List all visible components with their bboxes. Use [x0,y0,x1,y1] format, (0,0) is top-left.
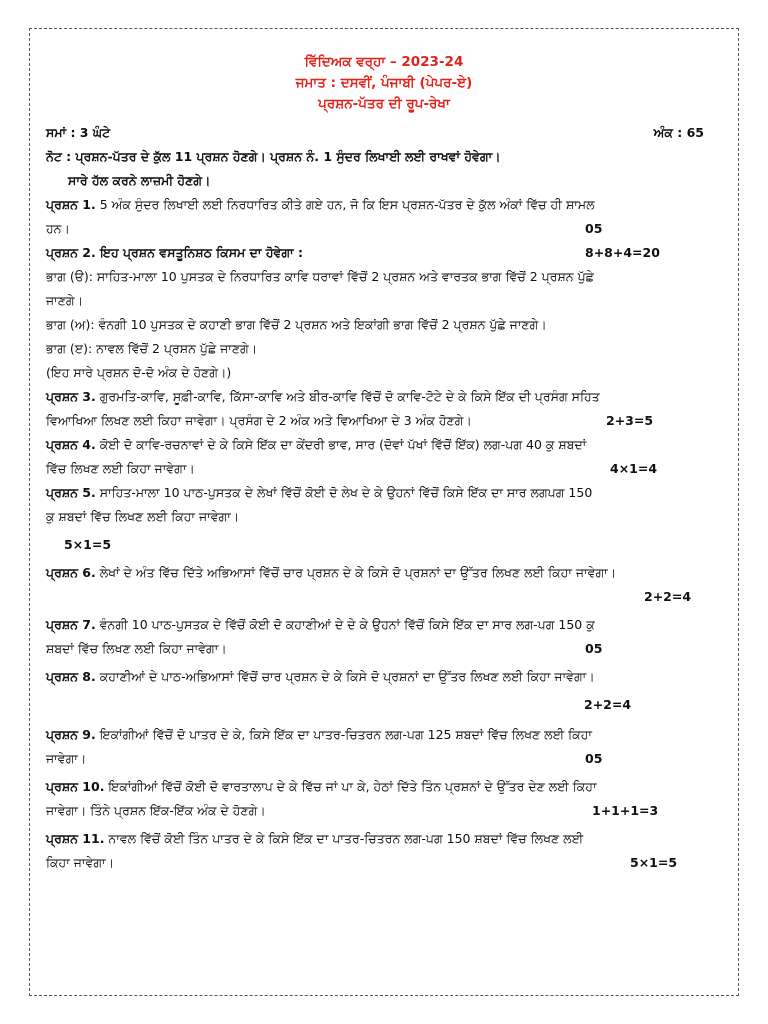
total-marks: ਅੰਕ : 65 [653,125,704,140]
question-6-marks-row [46,585,722,609]
question-2-note: (ਇਹ ਸਾਰੇ ਪ੍ਰਸ਼ਨ ਦੋ-ਦੋ ਅੰਕ ਦੇ ਹੋਣਗੇ।) [46,365,232,380]
document-page [46,52,722,875]
class-subject-heading: ਜਮਾਤ : ਦਸਵੀਂ, ਪੰਜਾਬੀ (ਪੇਪਰ-ਏ) [295,75,473,91]
question-text: ਵਿੱਚ ਲਿਖਣ ਲਈ ਕਿਹਾ ਜਾਵੇਗਾ। [46,461,195,476]
question-3 [46,385,722,409]
question-text: ਜਾਵੇਗਾ। [46,751,87,766]
question-5-marks: 5×1=5 [64,537,112,552]
question-9 [46,723,722,747]
question-11-cont [46,851,722,875]
question-marks: 05 [585,221,603,236]
question-10-cont [46,799,722,823]
question-text: ਨਾਵਲ ਵਿੱਚੋਂ ਕੋਈ ਤਿੰਨ ਪਾਤਰ ਦੇ ਕੇ ਕਿਸੇ ਇੱਕ ਦਾ ਪਾਤਰ-ਚਿਤਰਨ ਲਗ-ਪਗ 150 ਸ਼ਬਦਾਂ ਵਿੱਚ ਲਿਖਣ ਲਈ [104,831,584,846]
question-9-cont [46,747,722,771]
question-text: ਕੋਈ ਦੋ ਕਾਵਿ-ਰਚਨਾਵਾਂ ਦੇ ਕੇ ਕਿਸੇ ਇੱਕ ਦਾ ਕੇਂਦਰੀ ਭਾਵ, ਸਾਰ (ਦੋਵਾਂ ਪੱਖਾਂ ਵਿੱਚੋਂ ਇੱਕ) ਲਗ-ਪਗ 40 ਕੁ ਸ਼ਬਦਾਂ [95,437,587,452]
question-2-heading [46,241,722,265]
question-label: ਪ੍ਰਸ਼ਨ 6. [46,565,96,580]
question-text: ਸ਼ਬਦਾਂ ਵਿੱਚ ਲਿਖਣ ਲਈ ਕਿਹਾ ਜਾਵੇਗਾ। [46,641,227,656]
question-label: ਪ੍ਰਸ਼ਨ 9. [46,727,96,742]
question-label: ਪ੍ਰਸ਼ਨ 11. [46,831,105,846]
question-heading: ਪ੍ਰਸ਼ਨ 2. ਇਹ ਪ੍ਰਸ਼ਨ ਵਸਤੂਨਿਸ਼ਠ ਕਿਸਮ ਦਾ ਹੋਵੇਗਾ : [46,245,303,260]
question-2-part-a: ਭਾਗ (ੳ): ਸਾਹਿਤ-ਮਾਲਾ 10 ਪੁਸਤਕ ਦੇ ਨਿਰਧਾਰਿਤ ਕਾਵਿ ਧਰਾਵਾਂ ਵਿੱਚੋਂ 2 ਪ੍ਰਸ਼ਨ ਅਤੇ ਵਾਰਤਕ ਭਾਗ ਵਿੱਚੋਂ 2 ਪ੍ਰਸ਼ਨ ਪੁੱਛੇ [46,269,594,284]
question-text: ਵੰਨਗੀ 10 ਪਾਠ-ਪੁਸਤਕ ਦੇ ਵਿੱਚੋਂ ਕੋਈ ਦੋ ਕਹਾਣੀਆਂ ਦੇ ਦੇ ਕੇ ਉਹਨਾਂ ਵਿੱਚੋਂ ਕਿਸੇ ਇੱਕ ਦਾ ਸਾਰ ਲਗ-ਪਗ 150 ਕੁ [95,617,595,632]
document-header [46,52,722,115]
question-text: ਕਿਹਾ ਜਾਵੇਗਾ। [46,855,115,870]
question-label: ਪ੍ਰਸ਼ਨ 8. [46,669,96,684]
question-5 [46,481,722,505]
question-text: ਗੁਰਮਤਿ-ਕਾਵਿ, ਸੂਫ਼ੀ-ਕਾਵਿ, ਕਿੱਸਾ-ਕਾਵਿ ਅਤੇ ਬੀਰ-ਕਾਵਿ ਵਿੱਚੋਂ ਦੋ ਕਾਵਿ-ਟੋਟੇ ਦੇ ਕੇ ਕਿਸੇ ਇੱਕ ਦੀ ਪ੍ਰਸੰਗ ਸਹਿਤ [95,389,600,404]
question-text: ਕਹਾਣੀਆਂ ਦੇ ਪਾਠ-ਅਭਿਆਸਾਂ ਵਿੱਚੋਂ ਚਾਰ ਪ੍ਰਸ਼ਨ ਦੇ ਕੇ ਕਿਸੇ ਦੋ ਪ੍ਰਸ਼ਨਾਂ ਦਾ ਉੱਤਰ ਲਿਖਣ ਲਈ ਕਿਹਾ ਜਾਵੇਗਾ। [95,669,595,684]
question-text: ਇਕਾਂਗੀਆਂ ਵਿੱਚੋਂ ਕੋਈ ਦੋ ਵਾਰਤਾਲਾਪ ਦੇ ਕੇ ਵਿੱਚ ਜਾਂ ਪਾ ਕੇ, ਹੇਠਾਂ ਦਿੱਤੇ ਤਿੰਨ ਪ੍ਰਸ਼ਨਾਂ ਦੇ ਉੱਤਰ ਦੇਣ ਲਈ ਕਿਹਾ [104,779,597,794]
question-marks: 8+8+4=20 [585,245,660,260]
time-marks-row [46,121,722,145]
question-label: ਪ੍ਰਸ਼ਨ 1. [46,197,96,212]
question-8 [46,665,722,689]
question-8-marks-row [46,693,722,717]
time-allowed: ਸਮਾਂ : 3 ਘੰਟੇ [46,125,111,140]
question-2-part-a-cont: ਜਾਣਗੇ। [46,293,84,308]
question-5-cont: ਕੁ ਸ਼ਬਦਾਂ ਵਿੱਚ ਲਿਖਣ ਲਈ ਕਿਹਾ ਜਾਵੇਗਾ। [46,509,240,524]
academic-year-heading: ਵਿੱਦਿਅਕ ਵਰ੍ਹਾ – 2023-24 [304,54,464,70]
question-6 [46,561,722,585]
question-label: ਪ੍ਰਸ਼ਨ 3. [46,389,96,404]
question-label: ਪ੍ਰਸ਼ਨ 5. [46,485,96,500]
question-3-cont [46,409,722,433]
question-text: ਲੇਖਾਂ ਦੇ ਅੰਤ ਵਿੱਚ ਦਿੱਤੇ ਅਭਿਆਸਾਂ ਵਿੱਚੋਂ ਚਾਰ ਪ੍ਰਸ਼ਨ ਦੇ ਕੇ ਕਿਸੇ ਦੋ ਪ੍ਰਸ਼ਨਾਂ ਦਾ ਉੱਤਰ ਲਿਖਣ ਲਈ ਕਿਹਾ ਜਾਵੇਗਾ। [95,565,617,580]
question-marks: 1+1+1=3 [592,803,659,818]
question-1 [46,193,722,217]
note-line-2: ਸਾਰੇ ਹੱਲ ਕਰਨੇ ਲਾਜ਼ਮੀ ਹੋਣਗੇ। [68,173,211,188]
question-1-cont [46,217,722,241]
question-text: 5 ਅੰਕ ਸੁੰਦਰ ਲਿਖਾਈ ਲਈ ਨਿਰਧਾਰਿਤ ਕੀਤੇ ਗਏ ਹਨ, ਜੋ ਕਿ ਇਸ ਪ੍ਰਸ਼ਨ-ਪੱਤਰ ਦੇ ਕੁੱਲ ਅੰਕਾਂ ਵਿੱਚ ਹੀ ਸ਼ਾਮਲ [95,197,595,212]
question-4 [46,433,722,457]
question-11 [46,827,722,851]
question-label: ਪ੍ਰਸ਼ਨ 10. [46,779,105,794]
question-marks: 2+2=4 [584,697,632,712]
question-marks: 4×1=4 [610,461,658,476]
question-2-part-b: ਭਾਗ (ਅ): ਵੰਨਗੀ 10 ਪੁਸਤਕ ਦੇ ਕਹਾਣੀ ਭਾਗ ਵਿੱਚੋਂ 2 ਪ੍ਰਸ਼ਨ ਅਤੇ ਇਕਾਂਗੀ ਭਾਗ ਵਿੱਚੋਂ 2 ਪ੍ਰਸ਼ਨ ਪੁੱਛੇ ਜਾਣਗੇ। [46,317,547,332]
question-text: ਹਨ। [46,221,70,236]
question-text: ਵਿਆਖਿਆ ਲਿਖਣ ਲਈ ਕਿਹਾ ਜਾਵੇਗਾ। ਪ੍ਰਸੰਗ ਦੇ 2 ਅੰਕ ਅਤੇ ਵਿਆਖਿਆ ਦੇ 3 ਅੰਕ ਹੋਣਗੇ। [46,413,472,428]
question-10 [46,775,722,799]
question-text: ਸਾਹਿਤ-ਮਾਲਾ 10 ਪਾਠ-ਪੁਸਤਕ ਦੇ ਲੇਖਾਂ ਵਿੱਚੋਂ ਕੋਈ ਦੋ ਲੇਖ ਦੇ ਕੇ ਉਹਨਾਂ ਵਿੱਚੋਂ ਕਿਸੇ ਇੱਕ ਦਾ ਸਾਰ ਲਗਪਗ 150 [95,485,593,500]
question-marks: 5×1=5 [630,855,678,870]
question-marks: 2+2=4 [644,589,692,604]
question-label: ਪ੍ਰਸ਼ਨ 7. [46,617,96,632]
question-text: ਇਕਾਂਗੀਆਂ ਵਿੱਚੋਂ ਦੋ ਪਾਤਰ ਦੇ ਕੇ, ਕਿਸੇ ਇੱਕ ਦਾ ਪਾਤਰ-ਚਿਤਰਨ ਲਗ-ਪਗ 125 ਸ਼ਬਦਾਂ ਵਿੱਚ ਲਿਖਣ ਲਈ ਕਿਹਾ [95,727,592,742]
question-text: ਜਾਵੇਗਾ। ਤਿੰਨੇ ਪ੍ਰਸ਼ਨ ਇੱਕ-ਇੱਕ ਅੰਕ ਦੇ ਹੋਣਗੇ। [46,803,266,818]
question-marks: 2+3=5 [606,413,654,428]
question-7 [46,613,722,637]
question-2-part-c: ਭਾਗ (ੲ): ਨਾਵਲ ਵਿੱਚੋਂ 2 ਪ੍ਰਸ਼ਨ ਪੁੱਛੇ ਜਾਣਗੇ। [46,341,258,356]
question-4-cont [46,457,722,481]
question-7-cont [46,637,722,661]
question-marks: 05 [585,641,603,656]
question-marks: 05 [585,751,603,766]
question-label: ਪ੍ਰਸ਼ਨ 4. [46,437,96,452]
note-line-1: ਨੋਟ : ਪ੍ਰਸ਼ਨ-ਪੱਤਰ ਦੇ ਕੁੱਲ 11 ਪ੍ਰਸ਼ਨ ਹੋਣਗੇ। ਪ੍ਰਸ਼ਨ ਨੰ. 1 ਸੁੰਦਰ ਲਿਖਾਈ ਲਈ ਰਾਖਵਾਂ ਹੋਵੇਗਾ। [46,149,501,164]
paper-outline-heading: ਪ੍ਰਸ਼ਨ-ਪੱਤਰ ਦੀ ਰੂਪ-ਰੇਖਾ [318,96,450,112]
